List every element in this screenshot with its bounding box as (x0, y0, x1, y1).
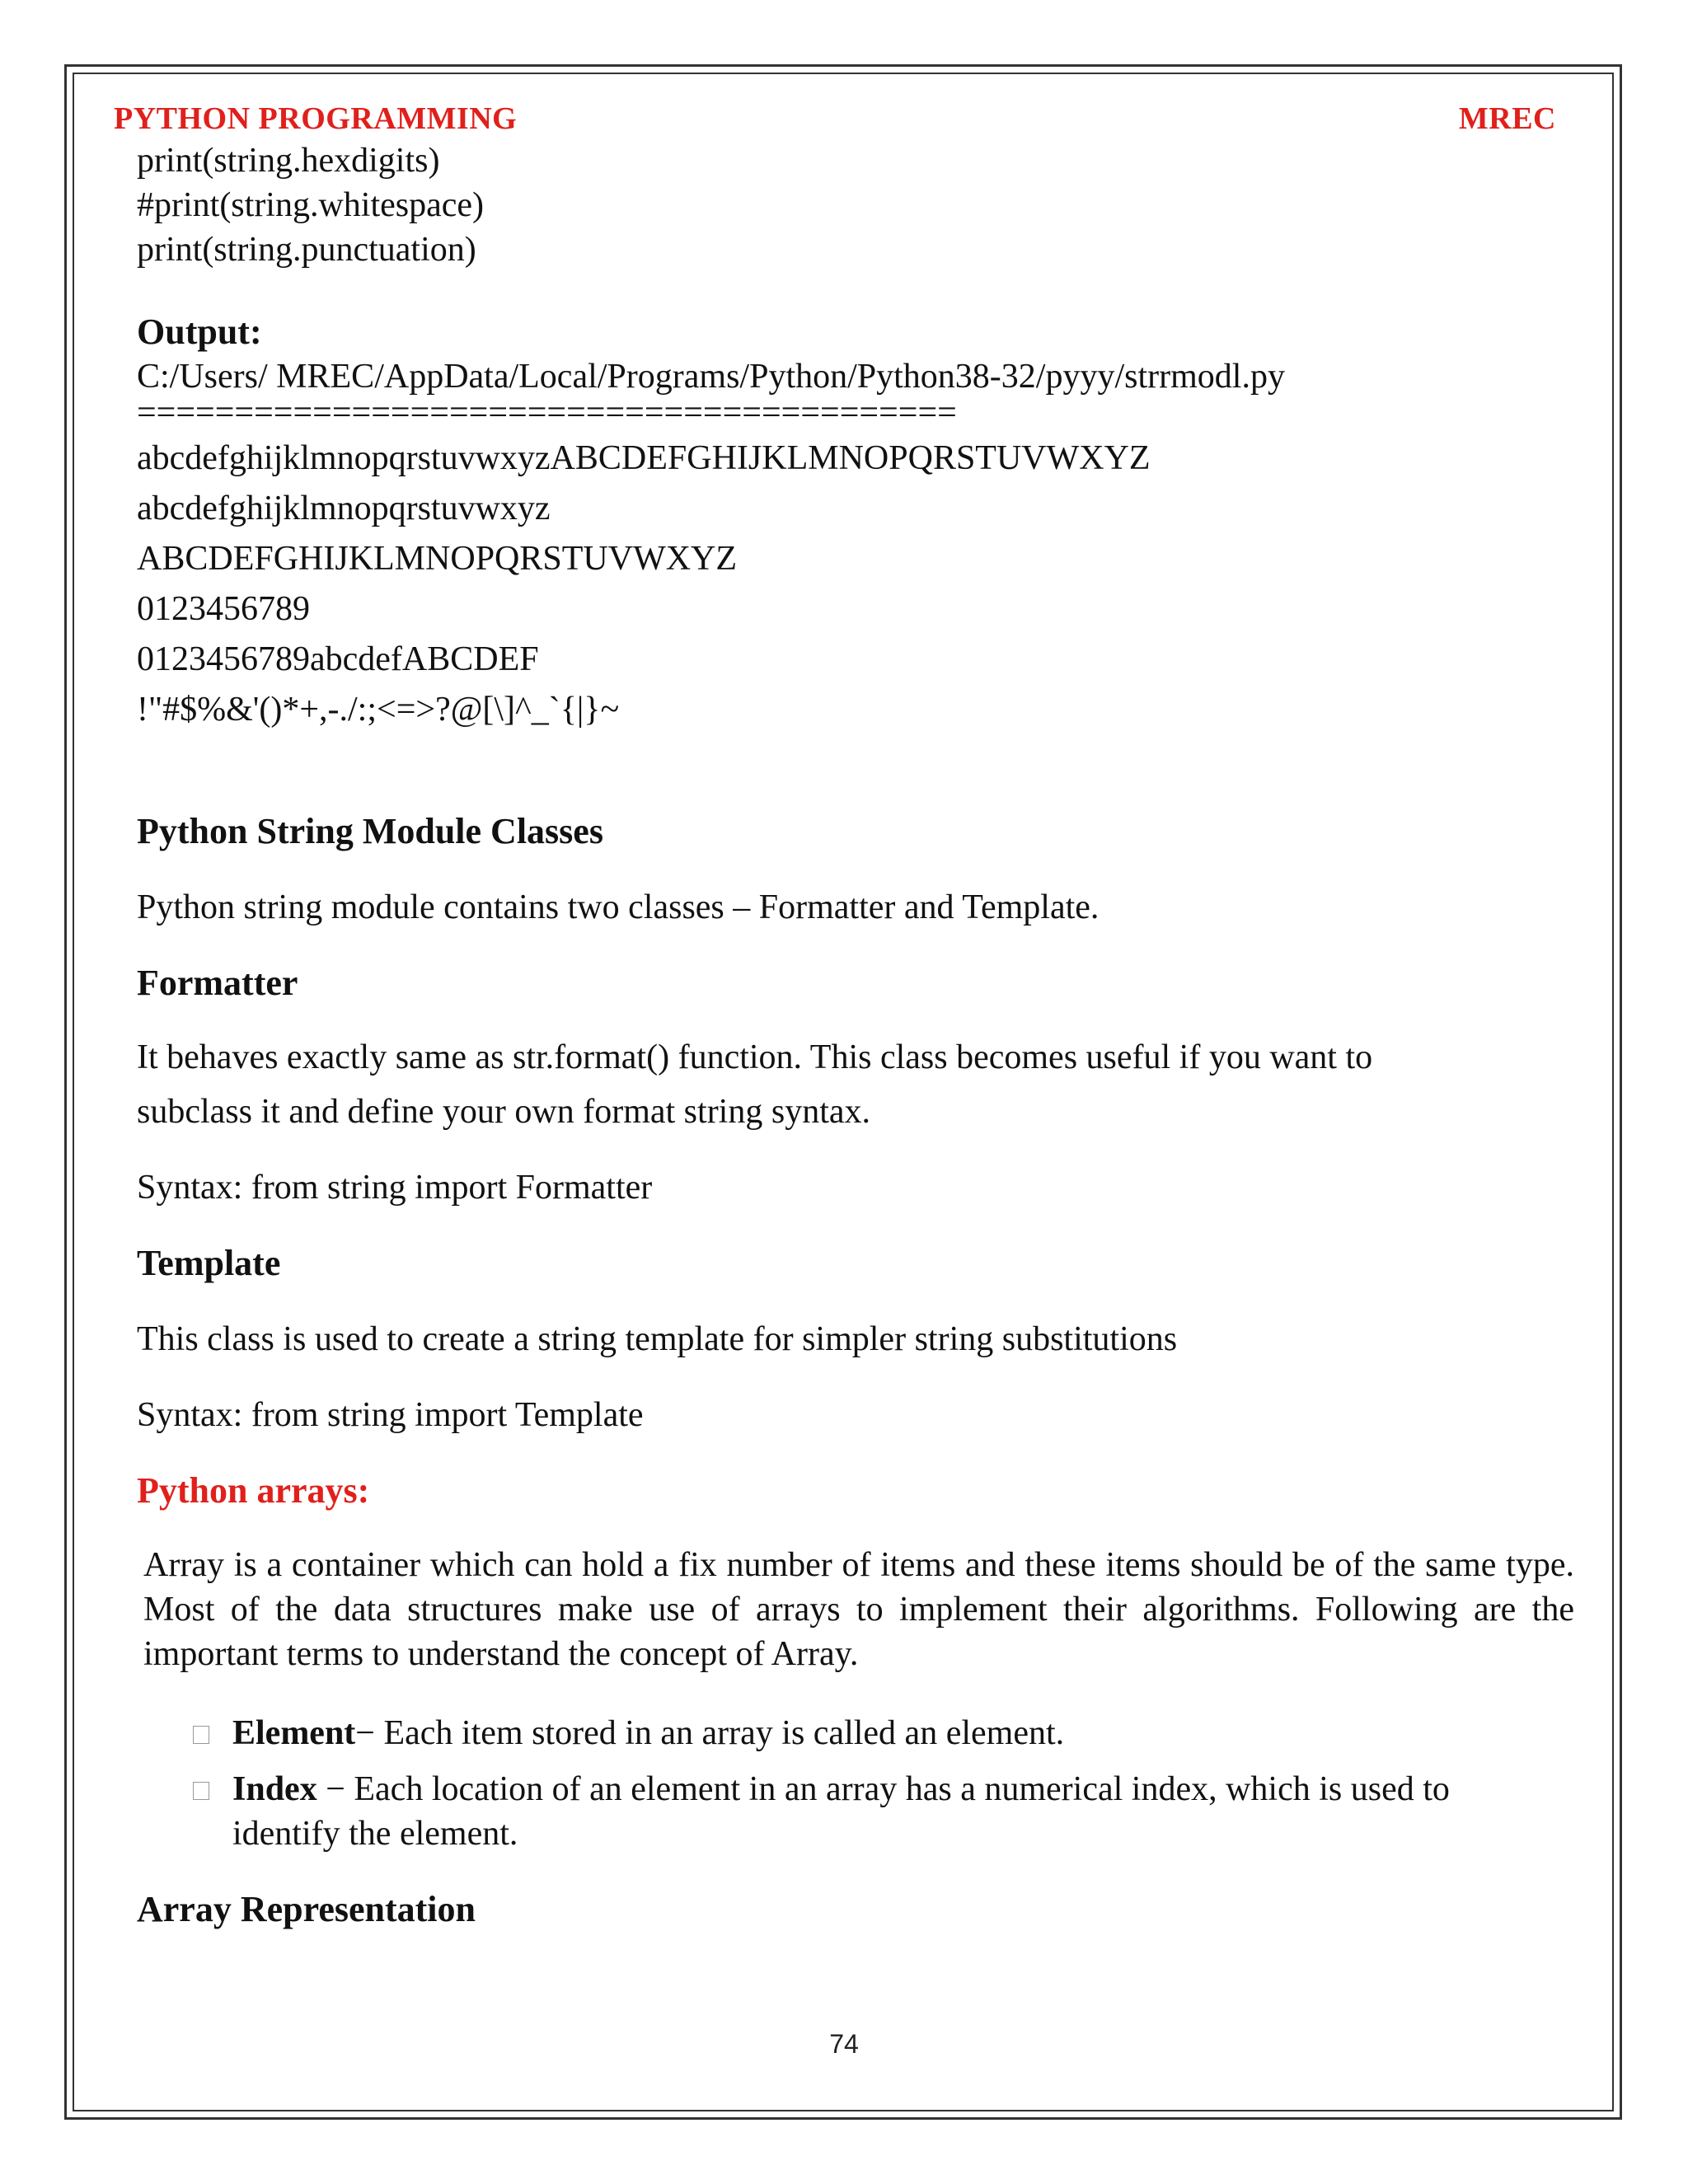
output-heading: Output: (137, 312, 262, 352)
list-item (193, 1711, 1528, 1755)
header-institution: MREC (1458, 101, 1556, 136)
list-item (193, 1767, 1528, 1856)
page-content (137, 138, 1574, 1937)
array-representation-heading: Array Representation (137, 1889, 476, 1929)
bullet-icon (193, 1782, 209, 1800)
formatter-syntax: Syntax: from string import Formatter (137, 1169, 653, 1207)
term-index-description: − Each location of an element in an array has a numerical index, which is used to identify the element. (232, 1770, 1450, 1853)
output-separator: ========================================== (137, 399, 957, 427)
header-course-title: PYTHON PROGRAMMING (114, 101, 518, 136)
formatter-description (137, 1030, 1571, 1139)
output-path: C:/Users/ MREC/AppData/Local/Programs/Python/Python38-32/pyyy/strrmodl.py (137, 358, 1285, 396)
output-line: 0123456789 (137, 590, 310, 628)
arrays-terms-list (193, 1711, 1528, 1856)
formatter-heading: Formatter (137, 963, 298, 1003)
output-line: 0123456789abcdefABCDEF (137, 640, 539, 678)
code-line: #print(string.whitespace) (137, 186, 485, 224)
arrays-heading: Python arrays: (137, 1470, 370, 1511)
template-syntax: Syntax: from string import Template (137, 1396, 644, 1434)
template-heading: Template (137, 1243, 281, 1283)
term-element-description: − Each item stored in an array is called an element. (355, 1714, 1065, 1752)
code-block (137, 138, 1571, 272)
output-line: !"#$%&'()*+,-./:;<=>?@[\]^_`{|}~ (137, 691, 620, 729)
string-classes-intro: Python string module contains two classes – Formatter and Template. (137, 888, 1100, 926)
term-index: Index (232, 1770, 317, 1808)
code-line: print(string.punctuation) (137, 231, 476, 269)
bullet-content (232, 1711, 1528, 1755)
output-lines (137, 434, 1571, 735)
output-line: abcdefghijklmnopqrstuvwxyzABCDEFGHIJKLMNOPQRSTUVWXYZ (137, 439, 1151, 477)
bullet-icon (193, 1726, 209, 1744)
formatter-description-line: subclass it and define your own format string syntax. (137, 1093, 870, 1131)
output-line: ABCDEFGHIJKLMNOPQRSTUVWXYZ (137, 540, 738, 578)
arrays-paragraph: Array is a container which can hold a fix number of items and these items should be of the same type. Most of the data structures make use of arrays to implement their algorithms. Following are the important terms to understand the concept of Array. (143, 1546, 1574, 1673)
output-line: abcdefghijklmnopqrstuvwxyz (137, 490, 551, 527)
code-line: print(string.hexdigits) (137, 142, 440, 180)
template-description: This class is used to create a string template for simpler string substitutions (137, 1320, 1178, 1358)
term-element: Element (232, 1714, 356, 1752)
formatter-description-line: It behaves exactly same as str.format() function. This class becomes useful if you want to (137, 1038, 1373, 1076)
page-number: 74 (829, 2029, 859, 2059)
bullet-content (232, 1767, 1528, 1856)
section-heading-string-classes: Python String Module Classes (137, 811, 603, 851)
